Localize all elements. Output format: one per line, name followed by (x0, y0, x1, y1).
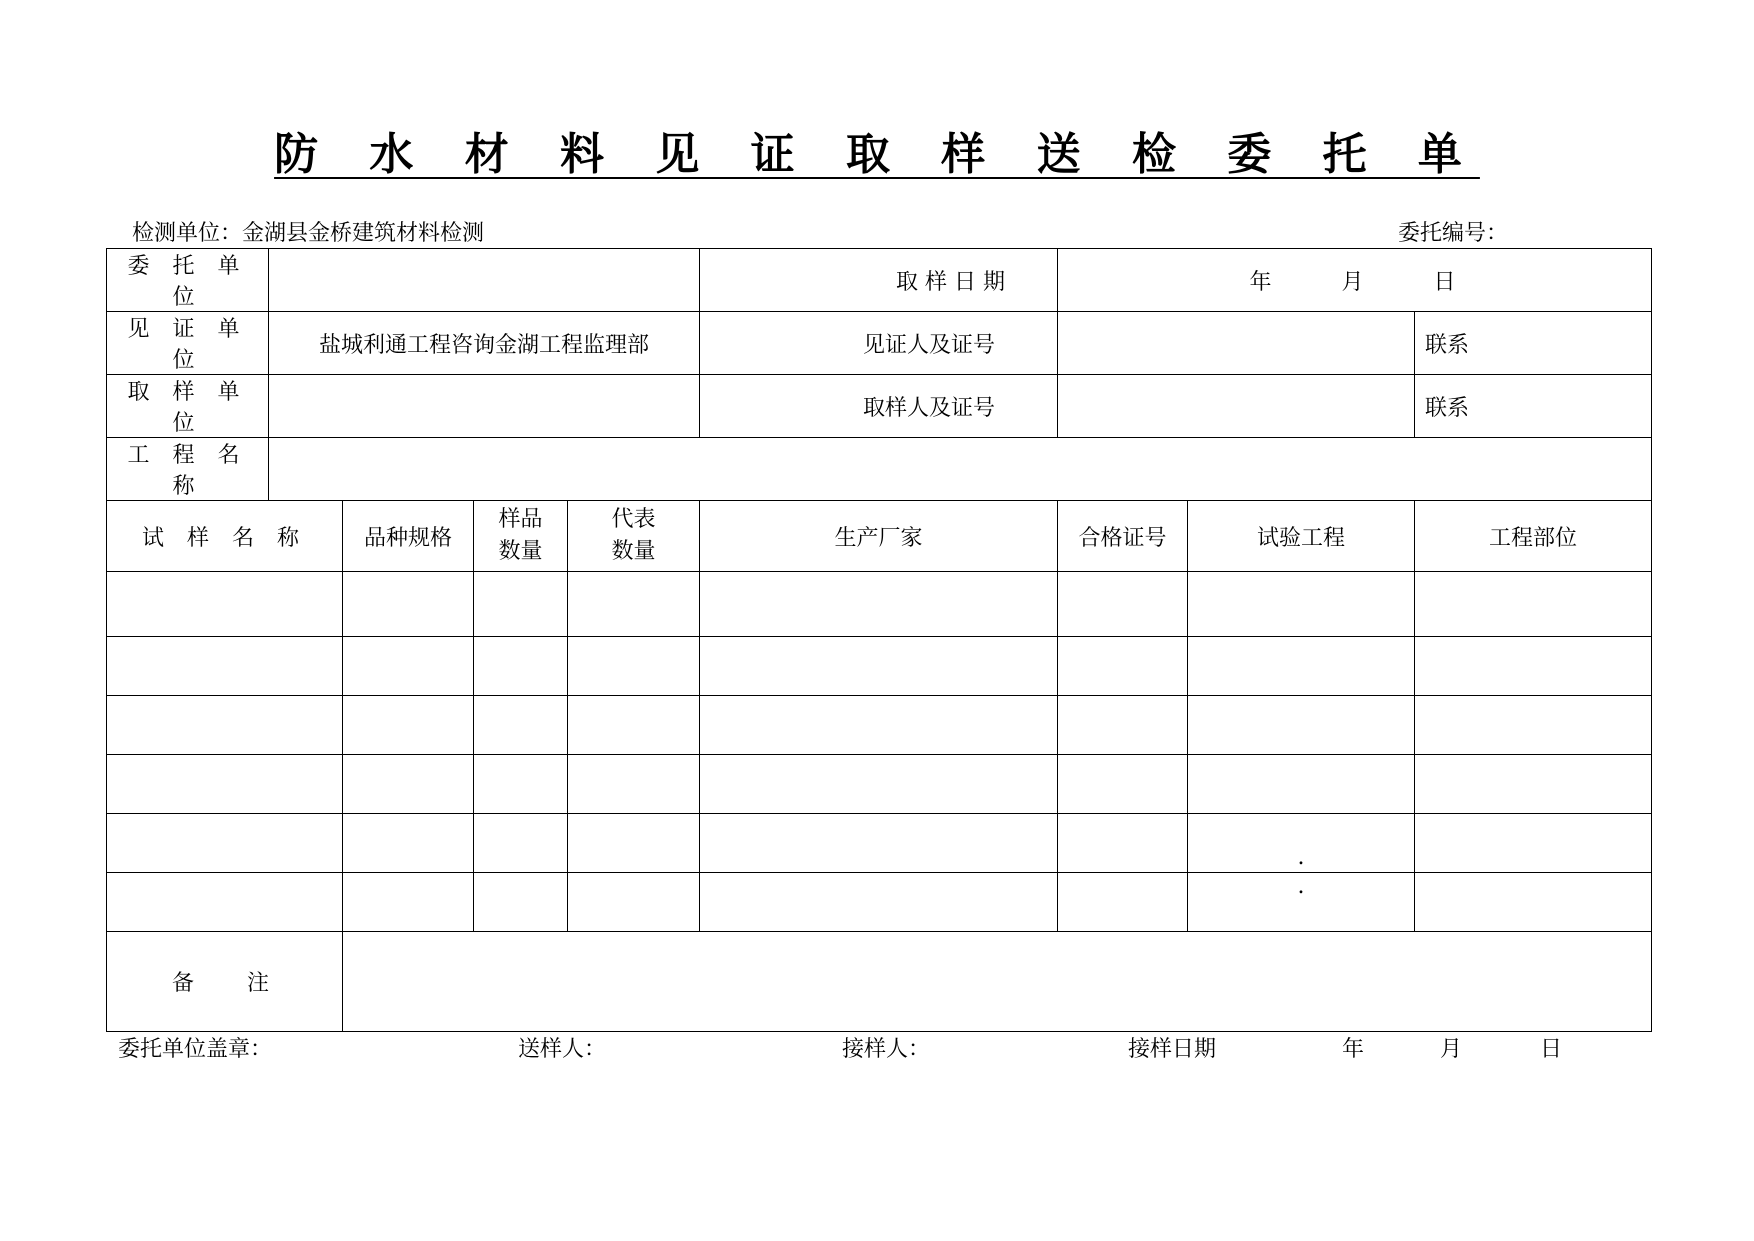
cell[interactable] (1415, 814, 1652, 873)
witness-unit-value[interactable]: 盐城利通工程咨询金湖工程监理部 (269, 312, 700, 375)
table-row (107, 814, 1652, 873)
table-row (107, 873, 1652, 932)
table-row (107, 572, 1652, 637)
cell[interactable] (568, 637, 700, 696)
cell[interactable] (1188, 637, 1415, 696)
cell[interactable] (1415, 637, 1652, 696)
cell[interactable] (474, 572, 568, 637)
sampler-label: 取样人及证号 (700, 375, 1058, 438)
cell[interactable] (1058, 873, 1188, 932)
cell[interactable] (1188, 873, 1415, 932)
witness-unit-label: 见 证 单 位 (107, 312, 269, 375)
cell[interactable] (1415, 873, 1652, 932)
client-field[interactable] (269, 249, 700, 312)
cell[interactable] (1188, 572, 1415, 637)
witness-contact-text: 联系 (1425, 332, 1470, 358)
cell[interactable] (568, 572, 700, 637)
sender-label: 送样人： (518, 1037, 607, 1062)
cell[interactable] (107, 755, 343, 814)
sampling-contact-label: 联系 (1415, 375, 1652, 438)
cell[interactable] (1058, 572, 1188, 637)
sampling-row (107, 375, 1652, 438)
cell[interactable] (1058, 696, 1188, 755)
remarks-field[interactable] (343, 932, 1652, 1032)
cell[interactable] (568, 873, 700, 932)
cell[interactable] (700, 755, 1058, 814)
receive-date-label: 接样日期 (1128, 1037, 1217, 1062)
sampling-date-label: 取 样 日 期 (700, 249, 1058, 312)
cell[interactable] (474, 755, 568, 814)
cell[interactable] (474, 696, 568, 755)
cell[interactable] (107, 814, 343, 873)
witness-person-label: 见证人及证号 (700, 312, 1058, 375)
project-name-label: 工 程 名 称 (107, 438, 269, 501)
cell[interactable] (107, 873, 343, 932)
cell[interactable] (1058, 814, 1188, 873)
col-test-items: 试验工程 (1188, 501, 1415, 572)
cell[interactable] (474, 873, 568, 932)
cell[interactable] (700, 696, 1058, 755)
cell[interactable] (1058, 637, 1188, 696)
client-row (107, 249, 1652, 312)
cell[interactable] (474, 637, 568, 696)
sampler-field[interactable] (1058, 375, 1415, 438)
column-header-row (107, 501, 1652, 572)
cell[interactable] (107, 572, 343, 637)
table-row (107, 755, 1652, 814)
witness-person-field[interactable] (1058, 312, 1415, 375)
cell[interactable] (474, 814, 568, 873)
dot-mark: . (1297, 845, 1305, 870)
project-name-field[interactable] (269, 438, 1652, 501)
witness-contact-label (1415, 312, 1652, 375)
footer-year: 年 (1342, 1037, 1365, 1062)
cell[interactable] (1188, 814, 1415, 873)
cell[interactable] (568, 755, 700, 814)
cell[interactable] (700, 572, 1058, 637)
cell[interactable] (343, 696, 474, 755)
col-sample-qty-line2: 数量 (498, 539, 543, 564)
col-rep-qty-line2: 数量 (611, 539, 656, 564)
col-spec: 品种规格 (343, 501, 474, 572)
commission-number-label: 委托编号： (1398, 221, 1509, 246)
table-row (107, 696, 1652, 755)
col-manufacturer: 生产厂家 (700, 501, 1058, 572)
witness-row (107, 312, 1652, 375)
col-sample-qty (474, 501, 568, 572)
cell[interactable] (1415, 755, 1652, 814)
form-title: 防 水 材 料 见 证 取 样 送 检 委 托 单 (274, 129, 1480, 180)
cell[interactable] (700, 637, 1058, 696)
remarks-row (107, 932, 1652, 1032)
cell[interactable] (1415, 696, 1652, 755)
cell[interactable] (1188, 696, 1415, 755)
testing-unit-text: 检测单位：金湖县金桥建筑材料检测 (132, 221, 485, 246)
client-label: 委 托 单 位 (107, 249, 269, 312)
dot-mark: . (1297, 874, 1305, 899)
col-cert-no: 合格证号 (1058, 501, 1188, 572)
col-sample-qty-line1: 样品 (498, 507, 543, 532)
cell[interactable] (107, 696, 343, 755)
table-row (107, 637, 1652, 696)
col-rep-qty (568, 501, 700, 572)
cell[interactable] (568, 814, 700, 873)
remarks-label: 备 注 (107, 932, 343, 1032)
footer-day: 日 (1540, 1037, 1563, 1062)
cell[interactable] (700, 814, 1058, 873)
cell[interactable] (343, 637, 474, 696)
sampling-unit-label: 取 样 单 位 (107, 375, 269, 438)
col-location: 工程部位 (1415, 501, 1652, 572)
sampling-date-field[interactable]: 年 月 日 (1058, 249, 1652, 312)
cell[interactable] (1188, 755, 1415, 814)
cell[interactable] (343, 572, 474, 637)
cell[interactable] (107, 637, 343, 696)
cell[interactable] (1415, 572, 1652, 637)
cell[interactable] (568, 696, 700, 755)
commission-form-table (106, 248, 1652, 1032)
receiver-label: 接样人： (842, 1037, 931, 1062)
cell[interactable] (343, 814, 474, 873)
sampling-unit-field[interactable] (269, 375, 700, 438)
cell[interactable] (1058, 755, 1188, 814)
cell[interactable] (700, 873, 1058, 932)
cell[interactable] (343, 873, 474, 932)
cell[interactable] (343, 755, 474, 814)
project-row (107, 438, 1652, 501)
footer-month: 月 (1440, 1037, 1463, 1062)
col-sample-name: 试 样 名 称 (107, 501, 343, 572)
col-rep-qty-line1: 代表 (611, 507, 656, 532)
client-seal-label: 委托单位盖章： (118, 1037, 273, 1062)
